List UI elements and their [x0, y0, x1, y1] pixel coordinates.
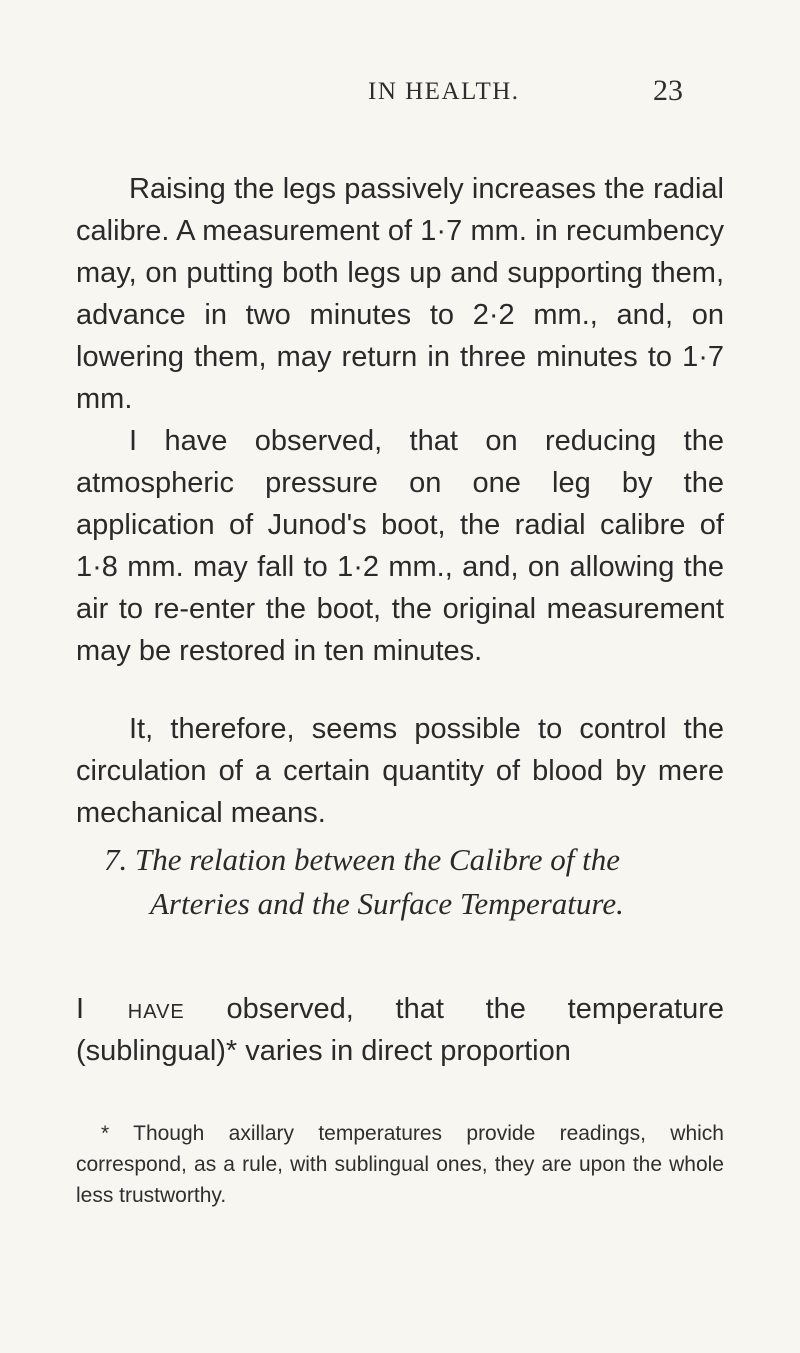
paragraph-1: [76, 168, 724, 420]
paragraph-text: Raising the legs passively increases the radial calibre. A measurement of 1·7 mm. in recumbency may, on putting both legs up and supporting them, advance in two minutes to 2·2 mm., and, on lowering them, may return in three minutes to 1·7 mm.: [76, 173, 724, 415]
section-heading-line-1: 7. The relation between the Calibre of the: [104, 842, 621, 877]
paragraph-text: [76, 988, 724, 1072]
paragraph-text: I have observed, that on reducing the atmospheric pressure on one leg by the application of Junod's boot, the radial calibre of 1·8 mm. may fall to 1·2 mm., and, on allowing the air to re-enter the boot, the original measurement may be restored in ten minutes.: [76, 425, 724, 667]
paragraph-2: [76, 420, 724, 672]
section-heading-line-2: Arteries and the Surface Temperature.: [150, 886, 624, 921]
paragraph-3: [76, 708, 724, 834]
page-header: [0, 74, 800, 118]
footnote: [76, 1118, 724, 1211]
paragraph-rest: observed, that the temperature (sublingual)* varies in direct proportion: [76, 993, 724, 1067]
paragraph-4: [76, 988, 724, 1072]
section-heading: [104, 838, 724, 926]
running-head: IN HEALTH.: [368, 78, 520, 105]
paragraph-text: It, therefore, seems possible to control the circulation of a certain quantity of blood by mere mechanical means.: [76, 713, 724, 829]
page-number: 23: [653, 74, 683, 107]
paragraph-lead-smallcaps: I have: [76, 993, 185, 1025]
footnote-text: * Though axillary temperatures provide readings, which correspond, as a rule, with sublingual ones, they are upon the whole less trustworthy.: [76, 1122, 724, 1207]
